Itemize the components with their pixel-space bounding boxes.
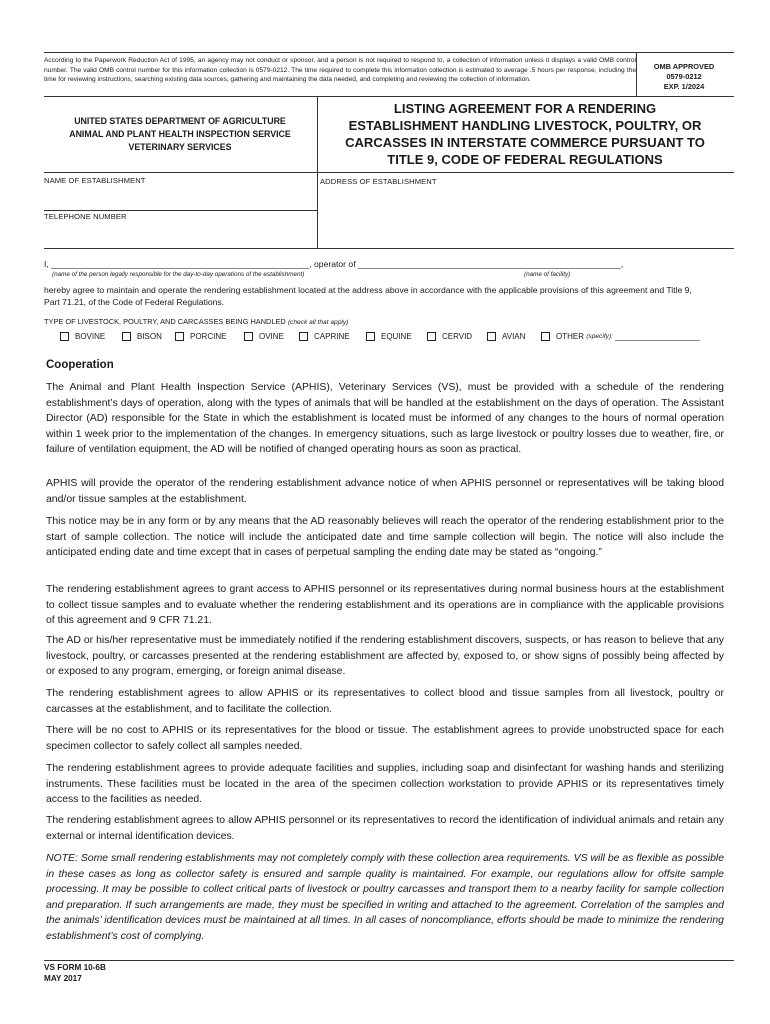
- paragraph-notice-form: This notice may be in any form or by any means that the AD reasonably believes will reach the operator of the rendering establishment prior to the start of sample collection. The notice will include the anticipated date and time sample collection will begin. The notice will also include the anticipated ending date and time except that in cases of perpetual sampling the ending date may be stated as “ongoing.”: [46, 516, 724, 559]
- other-specify-field[interactable]: ___________________: [615, 332, 700, 341]
- checkbox-porcine[interactable]: [175, 332, 226, 341]
- checkbox-caprine[interactable]: [299, 332, 350, 341]
- omb-line-3: EXP. 1/2024: [663, 81, 705, 91]
- paperwork-reduction-notice: According to the Paperwork Reduction Act of 1995, an agency may not conduct or sponsor, and a person is not required to respond to, a collection of information unless it displays a valid OMB control number. The valid OMB control number for this information collection is 0579-0212. The time required to complete this information collection is estimated to average .5 hours per response, including the time for reviewing instructions, searching existing data sources, gathering and maintaining the data needed, and completing and reviewing the collection of information.: [44, 57, 636, 84]
- checkbox-label: CERVID: [442, 332, 473, 341]
- checkbox-other[interactable]: [541, 332, 700, 341]
- checkbox-box[interactable]: [366, 332, 375, 341]
- agency-line-2: ANIMAL AND PLANT HEALTH INSPECTION SERVICE: [69, 129, 291, 139]
- agency-line-3: VETERINARY SERVICES: [128, 142, 232, 152]
- checkbox-cervid[interactable]: [427, 332, 472, 341]
- paragraph-no-cost: There will be no cost to APHIS or its representatives for the blood or tissue. The establishment agrees to provide unobstructed space for each specimen collector to safely collect all samples needed.: [46, 725, 724, 752]
- checkbox-box[interactable]: [487, 332, 496, 341]
- checkbox-ovine[interactable]: [244, 332, 284, 341]
- fields-bottom-rule: [44, 248, 734, 249]
- livestock-type-checkboxes: [44, 332, 734, 346]
- address-of-establishment-label: ADDRESS OF ESTABLISHMENT: [320, 177, 437, 186]
- omb-line-2: 0579-0212: [666, 71, 702, 81]
- checkbox-label: OTHER: [556, 332, 584, 341]
- other-specify-hint: (specify):: [586, 333, 613, 340]
- checkbox-box[interactable]: [175, 332, 184, 341]
- telephone-number-label: TELEPHONE NUMBER: [44, 212, 127, 221]
- checkbox-label: CAPRINE: [314, 332, 350, 341]
- footer-rule: [44, 960, 734, 961]
- checkbox-box[interactable]: [427, 332, 436, 341]
- checkbox-bison[interactable]: [122, 332, 162, 341]
- paragraph-disease-notification: The AD or his/her representative must be immediately notified if the rendering establishment discovers, suspects, or has reason to believe that any livestock, poultry, or carcasses presented at the rendering establishment are affected by, exposed to, or show signs of possibly being affected by or exposed to any program, emerging, or foreign animal disease.: [46, 635, 724, 678]
- checkbox-avian[interactable]: [487, 332, 525, 341]
- title-bottom-rule: [44, 172, 734, 173]
- title-line-1: LISTING AGREEMENT FOR A RENDERING: [393, 101, 657, 116]
- form-date: MAY 2017: [44, 974, 82, 983]
- agency-line-1: UNITED STATES DEPARTMENT OF AGRICULTURE: [74, 116, 286, 126]
- form-footer: [44, 962, 106, 984]
- checkbox-label: AVIAN: [502, 332, 526, 341]
- checkbox-box[interactable]: [122, 332, 131, 341]
- paragraph-identification: The rendering establishment agrees to allow APHIS personnel or its representatives to record the identification of individual animals and retain any external or internal identification devices.: [46, 815, 724, 842]
- header-rule: [44, 96, 734, 97]
- top-rule: [44, 52, 734, 53]
- title-line-4: TITLE 9, CODE OF FEDERAL REGULATIONS: [387, 152, 663, 167]
- checkbox-box[interactable]: [299, 332, 308, 341]
- types-label-text: TYPE OF LIVESTOCK, POULTRY, AND CARCASSES BEING HANDLED: [44, 317, 286, 326]
- name-field-rule: [44, 210, 317, 211]
- form-title: [320, 100, 730, 168]
- checkbox-equine[interactable]: [366, 332, 412, 341]
- note-paragraph: NOTE: Some small rendering establishments may not completely comply with these collection area requirements. VS will be as flexible as possible in these cases as long as collector safety is ensured and sample quality is maintained. For example, our regulations allow for offsite sample processing. It may be possible to collect critical parts of livestock or poultry carcasses and transport them to a nearby facility for sample collection and preparation. If such arrangements are made, they must be specified in writing and attached to the agreement. Correlation of the samples and the animals’ identification devices must be maintained at all times. In all cases of noncompliance, efforts should be made to minimize the rendering establishment’s cost of complying.: [46, 853, 724, 942]
- checkbox-bovine[interactable]: [60, 332, 105, 341]
- checkbox-label: BISON: [137, 332, 162, 341]
- paragraph-sample-collection: The rendering establishment agrees to allow APHIS or its representatives to collect blood and tissue samples from all livestock, poultry or carcasses at the establishment, and to facilitate the collection.: [46, 688, 724, 715]
- paragraph-advance-notice: APHIS will provide the operator of the rendering establishment advance notice of when APHIS personnel or representatives will be taking blood and/or tissue samples at the establishment.: [46, 478, 724, 505]
- omb-line-1: OMB APPROVED: [653, 62, 715, 71]
- paragraph-facilities: The rendering establishment agrees to provide adequate facilities and supplies, including soap and disinfectant for washing hands and sterilizing instruments. These facilities must be located in the area of the specimen collection workstation to provide APHIS or its representatives timely access to the facilities as needed.: [46, 763, 724, 806]
- paragraph-access: The rendering establishment agrees to grant access to APHIS personnel or its representatives during normal business hours at the establishment to collect tissue samples and to evaluate whether the rendering establishment and its operations are in compliance with the applicable provisions of this agreement and 9 CFR 71.21.: [46, 584, 724, 627]
- types-hint: (check all that apply): [287, 319, 349, 326]
- name-of-establishment-label: NAME OF ESTABLISHMENT: [44, 176, 146, 185]
- omb-approval: [638, 62, 730, 91]
- omb-divider: [636, 52, 637, 96]
- checkbox-label: EQUINE: [381, 332, 412, 341]
- agency-name: [44, 115, 316, 154]
- person-caption: (name of the person legally responsible for the day-to-day operations of the establishment): [52, 271, 305, 278]
- operator-line[interactable]: I, ______________________________________________________, operator of _______________________________________________________,: [44, 259, 624, 269]
- title-line-2: ESTABLISHMENT HANDLING LIVESTOCK, POULTRY, OR: [348, 118, 702, 133]
- telephone-number-field[interactable]: [44, 222, 316, 246]
- checkbox-box[interactable]: [60, 332, 69, 341]
- section-heading: Cooperation: [46, 359, 114, 371]
- agreement-statement: hereby agree to maintain and operate the rendering establishment located at the address above in accordance with the applicable provisions of this agreement and Title 9, Part 71.21, of the Code of Federal Regulations.: [44, 285, 692, 307]
- address-of-establishment-field[interactable]: [320, 188, 730, 246]
- checkbox-label: OVINE: [259, 332, 284, 341]
- name-of-establishment-field[interactable]: [44, 186, 316, 208]
- title-line-3: CARCASSES IN INTERSTATE COMMERCE PURSUANT TO: [345, 135, 705, 150]
- checkbox-label: BOVINE: [75, 332, 106, 341]
- checkbox-box[interactable]: [244, 332, 253, 341]
- paragraph-schedule: The Animal and Plant Health Inspection Service (APHIS), Veterinary Services (VS), must be provided with a schedule of the rendering establishment’s days of operation, along with the types of animals that will be handled at the establishment on the days of operation. The Assistant Director (AD) responsible for the State in which the establishment is located must be informed of any changes to the hours of normal operation within 1 week prior to the implementation of the changes. In emergency situations, such as large livestock or poultry losses due to weather, fire, or failure of ventilation equipment, the AD will be notified of changed operating hours as soon as practical.: [46, 382, 724, 456]
- types-label: [44, 317, 348, 326]
- checkbox-label: PORCINE: [190, 332, 227, 341]
- form-number: VS FORM 10-6B: [44, 963, 106, 972]
- checkbox-box[interactable]: [541, 332, 550, 341]
- facility-caption: (name of facility): [524, 271, 571, 278]
